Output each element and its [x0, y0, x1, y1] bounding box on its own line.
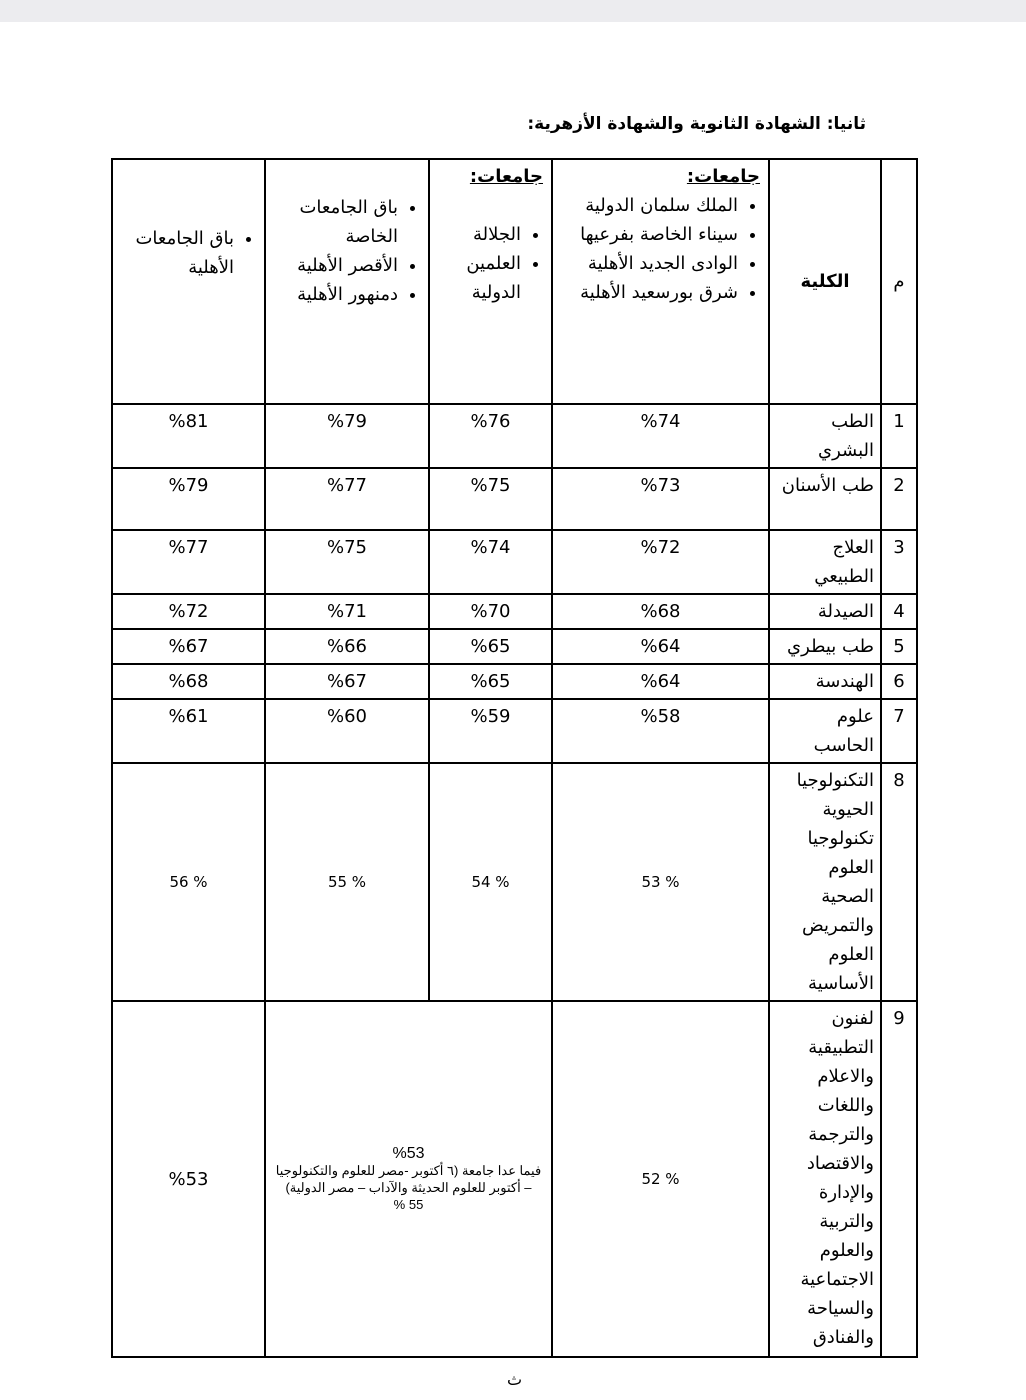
percentage-cell: %74 [552, 404, 769, 468]
row-number: 6 [881, 664, 917, 699]
percentage-cell: %68 [112, 664, 265, 699]
percentage-cell: %71 [265, 594, 429, 629]
percentage-cell: % 52 [552, 1001, 769, 1357]
row-number: 1 [881, 404, 917, 468]
header-col4 [112, 159, 265, 404]
percentage-cell: %65 [429, 629, 552, 664]
header-col1 [552, 159, 769, 404]
col2-item: • الجلالة [438, 220, 521, 249]
table-row [112, 530, 917, 594]
table-row [112, 664, 917, 699]
merged-exception-value: 55 % [393, 1197, 424, 1212]
faculty-name: طب بيطري [769, 629, 881, 664]
percentage-cell: %67 [112, 629, 265, 664]
percentage-cell: %79 [265, 404, 429, 468]
header-row [112, 159, 917, 404]
table-row [112, 468, 917, 530]
percentage-cell: %68 [552, 594, 769, 629]
row-number: 3 [881, 530, 917, 594]
col2-item: • العلمين الدولية [438, 249, 521, 307]
col3-item: • الأقصر الأهلية [274, 251, 398, 280]
col2-title: جامعات: [469, 166, 543, 187]
row-number: 8 [881, 763, 917, 1001]
faculty-name: الهندسة [769, 664, 881, 699]
percentage-cell: %66 [265, 629, 429, 664]
row-number: 7 [881, 699, 917, 763]
percentage-cell: %73 [552, 468, 769, 530]
percentage-cell: %79 [112, 468, 265, 530]
row-number: 4 [881, 594, 917, 629]
col3-item: • دمنهور الأهلية [274, 280, 398, 309]
table-row [112, 1001, 917, 1357]
col1-item: • شرق بورسعيد الأهلية [561, 278, 738, 307]
faculty-name: علوم الحاسب [769, 699, 881, 763]
header-col2 [429, 159, 552, 404]
merged-percentage-cell [265, 1001, 552, 1357]
col1-item: • سيناء الخاصة بفرعيها [561, 220, 738, 249]
header-col3 [265, 159, 429, 404]
percentage-cell: %65 [429, 664, 552, 699]
table-row [112, 594, 917, 629]
percentage-cell: %60 [265, 699, 429, 763]
col4-item: • باق الجامعات الأهلية [121, 224, 234, 282]
col1-item: • الملك سلمان الدولية [561, 191, 738, 220]
percentage-cell: %72 [112, 594, 265, 629]
merged-exception-note: فيما عدا جامعة (٦ أكتوبر -مصر للعلوم والتكنولوجيا – أكتوبر للعلوم الحديثة والآداب – مصر الدولية) [275, 1163, 542, 1195]
top-bar [0, 0, 1026, 22]
percentage-cell: %64 [552, 664, 769, 699]
percentage-cell: %67 [265, 664, 429, 699]
row-number: 9 [881, 1001, 917, 1357]
col1-title: جامعات: [686, 166, 760, 187]
percentage-cell: %77 [112, 530, 265, 594]
percentage-cell: %75 [265, 530, 429, 594]
percentage-cell: %77 [265, 468, 429, 530]
percentage-cell: %58 [552, 699, 769, 763]
row-number: 2 [881, 468, 917, 530]
section-title: ثانيا: الشهادة الثانوية والشهادة الأزهرية: [527, 114, 866, 134]
percentage-cell: %72 [552, 530, 769, 594]
percentage-cell: %76 [429, 404, 552, 468]
table-row [112, 763, 917, 1001]
page-letter: ث [507, 1370, 523, 1389]
faculty-name: الصيدلة [769, 594, 881, 629]
faculty-name: التكنولوجيا الحيوية تكنولوجيا العلوم الصحية والتمريض العلوم الأساسية [769, 763, 881, 1001]
percentage-cell: % 55 [265, 763, 429, 1001]
percentage-cell: %70 [429, 594, 552, 629]
table-row [112, 404, 917, 468]
table-row [112, 699, 917, 763]
percentage-cell: %53 [112, 1001, 265, 1357]
percentage-cell: % 54 [429, 763, 552, 1001]
admission-table [111, 158, 918, 1358]
percentage-cell: %81 [112, 404, 265, 468]
row-number: 5 [881, 629, 917, 664]
percentage-cell: %74 [429, 530, 552, 594]
faculty-name: طب الأسنان [769, 468, 881, 530]
col3-item: • باق الجامعات الخاصة [274, 193, 398, 251]
header-faculty: الكلية [769, 159, 881, 404]
table-row [112, 629, 917, 664]
faculty-name: لفنون التطبيقية والاعلام واللغات والترجمة والاقتصاد والإدارة والتربية والعلوم الاجتماعية والسياحة والفنادق [769, 1001, 881, 1357]
percentage-cell: %61 [112, 699, 265, 763]
merged-main-value: %53 [392, 1145, 425, 1162]
percentage-cell: % 53 [552, 763, 769, 1001]
percentage-cell: %64 [552, 629, 769, 664]
percentage-cell: %59 [429, 699, 552, 763]
percentage-cell: % 56 [112, 763, 265, 1001]
faculty-name: العلاج الطبيعي [769, 530, 881, 594]
header-num: م [881, 159, 917, 404]
faculty-name: الطب البشري [769, 404, 881, 468]
col1-item: • الوادى الجديد الأهلية [561, 249, 738, 278]
percentage-cell: %75 [429, 468, 552, 530]
